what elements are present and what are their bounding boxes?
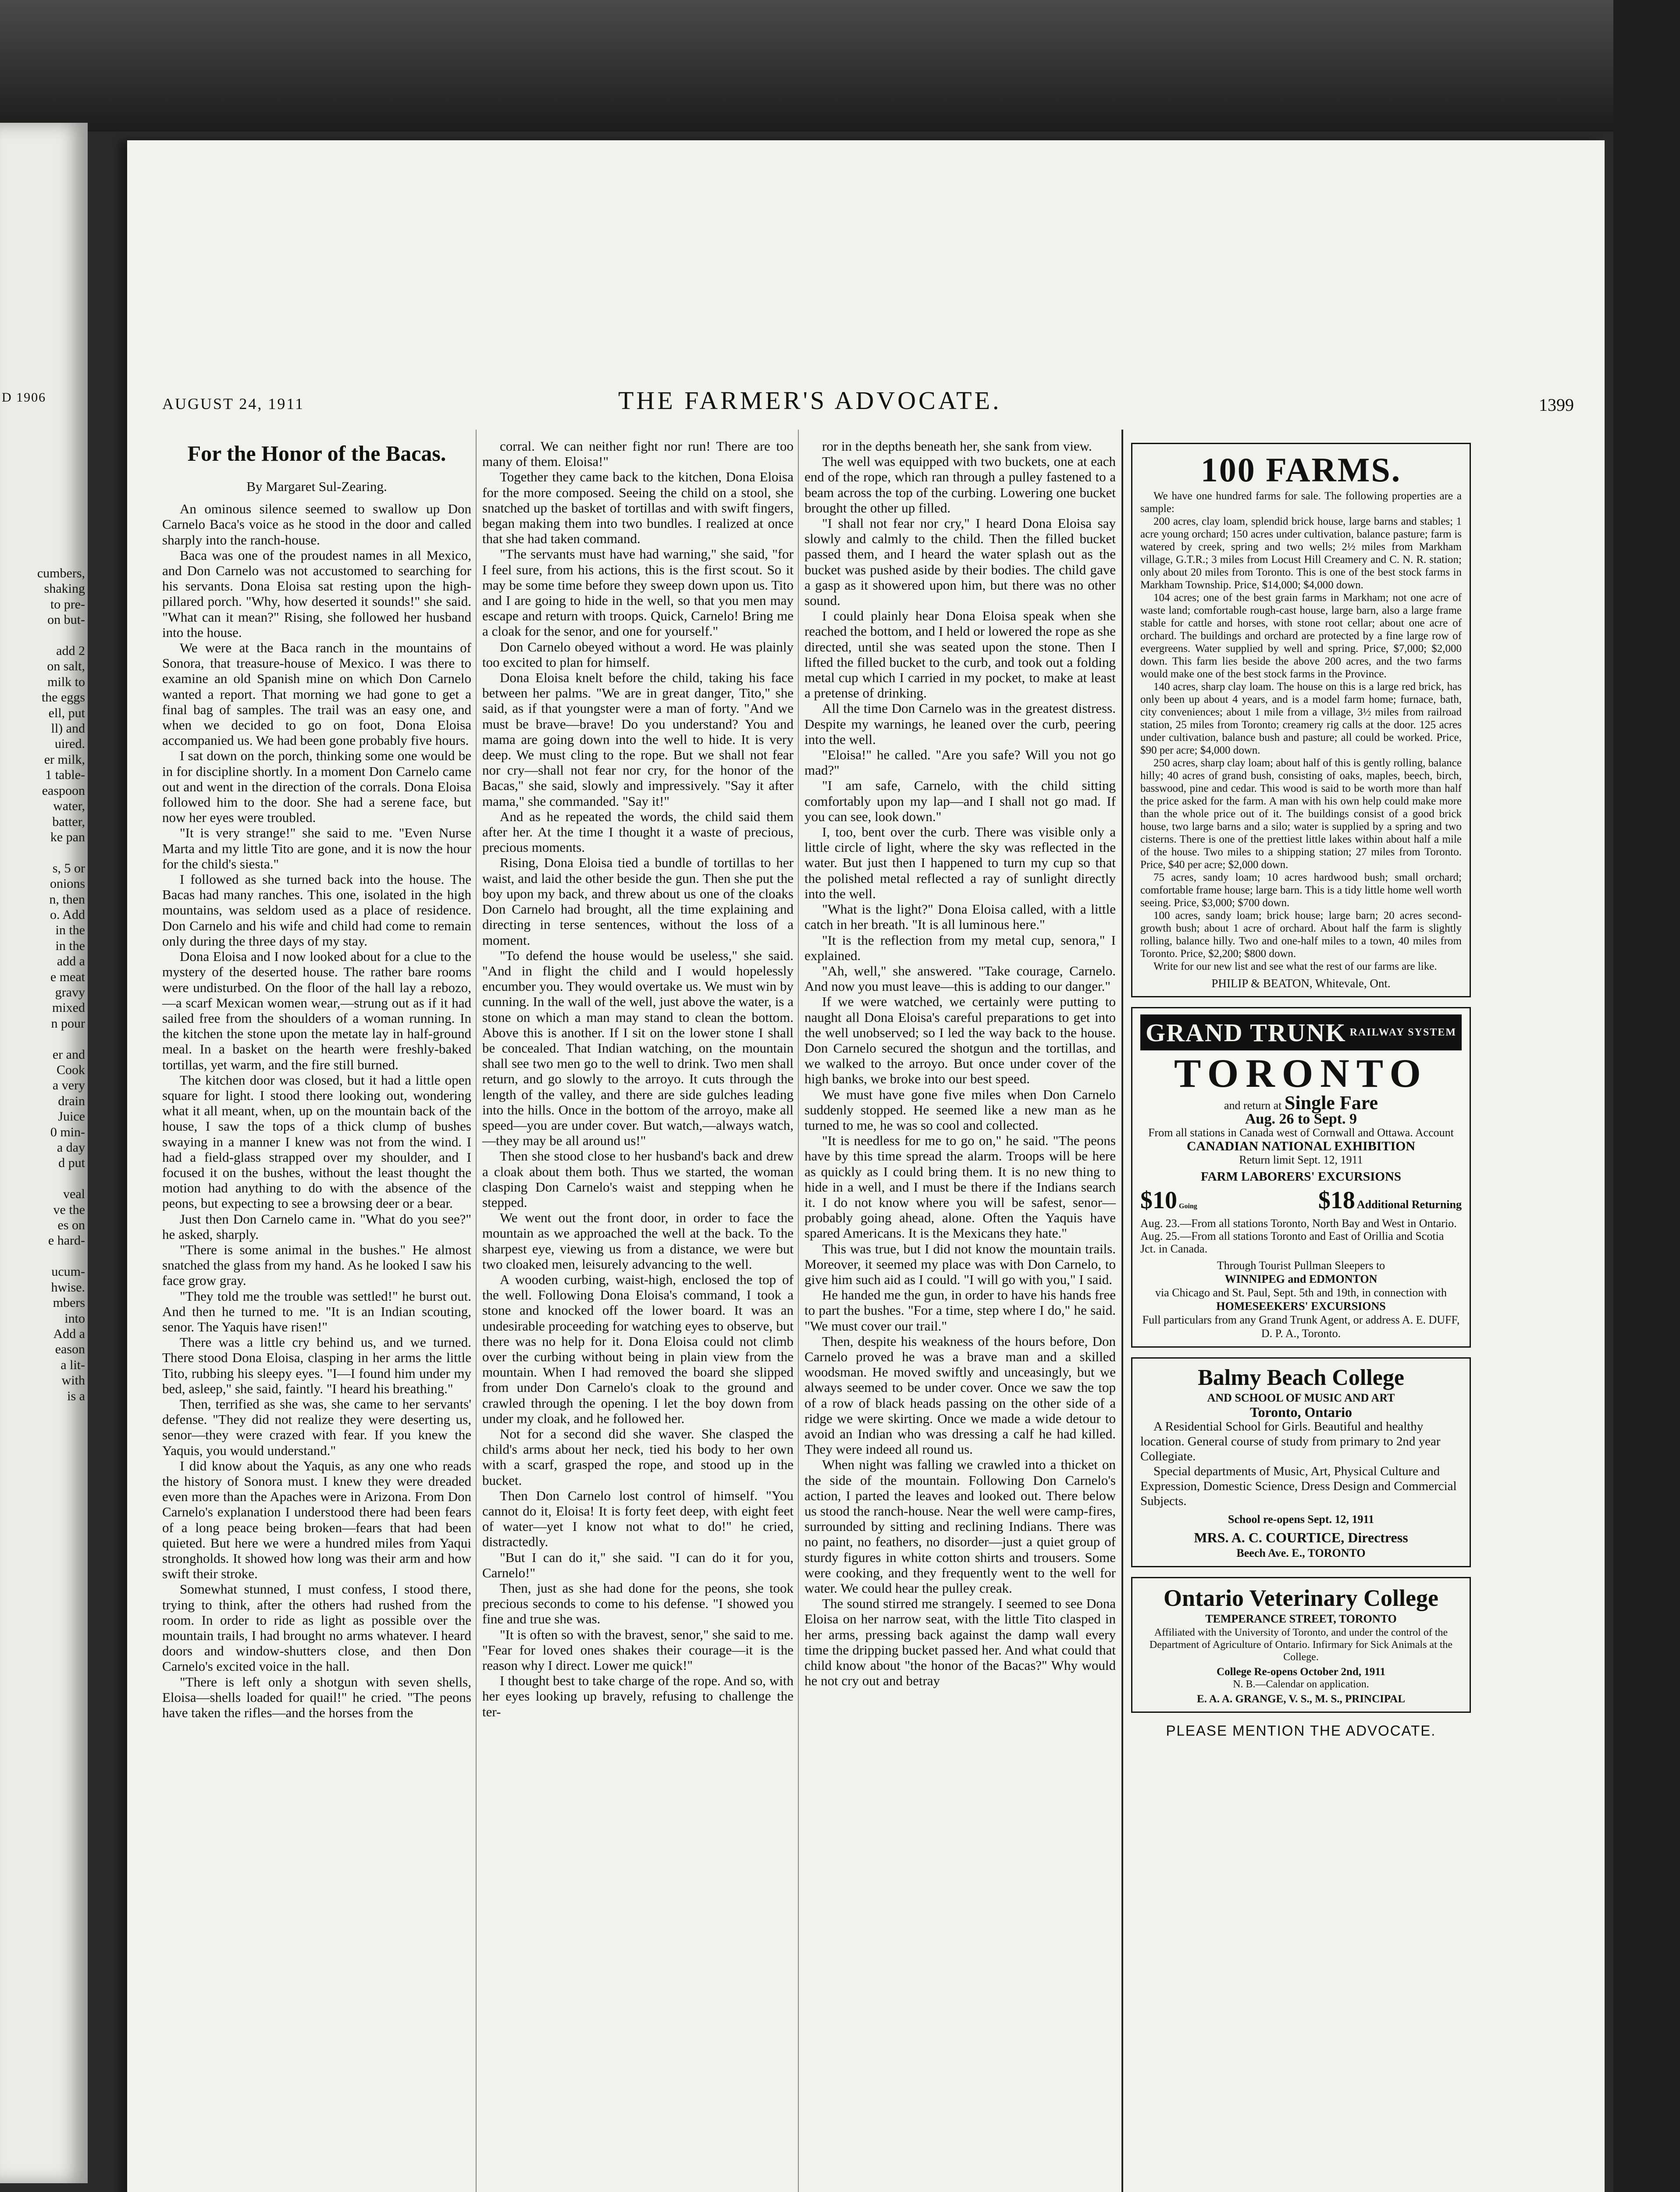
story-paragraph: Don Carnelo obeyed without a word. He was plainly too excited to plan for himself. xyxy=(482,639,794,670)
story-column-3 xyxy=(804,438,1116,1688)
ovc-street: TEMPERANCE STREET, TORONTO xyxy=(1205,1612,1397,1625)
story-paragraph: "But I can do it," she said. "I can do it for you, Carnelo!" xyxy=(482,1549,794,1580)
pullman-line: Through Tourist Pullman Sleepers to xyxy=(1217,1259,1385,1272)
left-page-fragment: ke pan xyxy=(50,829,85,844)
left-page-fragment: ll) and xyxy=(51,721,85,736)
excursion-prices xyxy=(1140,1186,1462,1214)
story-paragraph: Rising, Dona Eloisa tied a bundle of tortillas to her waist, and laid the other beside the gun. Then she put the boy upon my back, and threw about us one of the cloaks Don Carnelo had brought, all the time explaining and directing in terse sentences, without the loss of a moment. xyxy=(482,855,794,948)
aug25-line: Aug. 25.—From all stations Toronto and East of Orillia and Scotia Jct. in Canada. xyxy=(1140,1230,1444,1255)
story-paragraph: "Eloisa!" he called. "Are you safe? Will you not go mad?" xyxy=(804,747,1116,778)
destination-city: TORONTO xyxy=(1174,1051,1428,1096)
story-paragraph: Together they came back to the kitchen, Dona Eloisa for the more composed. Seeing the child on a stool, she snatched up the basket of tortillas and with swift fingers, began making them into two bundles. I realized at once that she had taken command. xyxy=(482,469,794,547)
masthead xyxy=(162,386,1574,425)
from-stations: From all stations in Canada west of Cornwall and Ottawa. Account xyxy=(1148,1126,1454,1139)
left-page-fragment: milk to xyxy=(47,674,85,689)
left-page-fragment: Cook xyxy=(56,1063,85,1077)
left-page-fragment: onions xyxy=(50,876,85,891)
farms-headline: 100 FARMS. xyxy=(1200,451,1402,489)
balmy-location: Toronto, Ontario xyxy=(1250,1404,1352,1420)
left-page-fragment: d put xyxy=(58,1156,85,1171)
grand-trunk-name: GRAND TRUNK xyxy=(1146,1018,1346,1047)
story-title: For the Honor of the Bacas. xyxy=(187,441,446,466)
left-page-fragment: cumbers, xyxy=(37,566,85,580)
left-page-fragment: a day xyxy=(57,1140,85,1155)
left-page-fragment: easpoon xyxy=(42,783,85,798)
balmy-departments: Special departments of Music, Art, Physical Culture and Expression, Domestic Science, Dress Design and Commercial Subjects. xyxy=(1140,1464,1457,1508)
story-paragraph: Then Don Carnelo lost control of himself. "You cannot do it, Eloisa! It is forty feet deep, with eight feet of water—yet I know not what to do!" he cried, distractedly. xyxy=(482,1487,794,1550)
particulars: Full particulars from any Grand Trunk Agent, or address A. E. DUFF, D. P. A., Toronto. xyxy=(1142,1313,1460,1340)
farms-signature: PHILIP & BEATON, Whitevale, Ont. xyxy=(1211,977,1391,990)
farms-paragraph: 140 acres, sharp clay loam. The house on this is a large red brick, has only been up about 4 years, and is a model farm home; furnace, bath, city conveniences; about 1 mile from a village, 3½ miles from railroad station, 25 miles from Toronto; creamery rig calls at the door. 125 acres under cultivation, balance bush and pasture; all could be worked. Price, $90 per acre; $4,000 down. xyxy=(1140,681,1462,756)
story-paragraph: "The servants must have had warning," she said, "for I feel sure, from his actions, this is the first scout. So it may be some time before they sweep down upon us. Tito and I are going to hide in the well, so that you men may escape and return with troops. Quick, Carnelo! Bring me a cloak for the senor, and one for yourself." xyxy=(482,546,794,639)
story-paragraph: corral. We can neither fight nor run! There are too many of them. Eloisa!" xyxy=(482,438,794,470)
story-paragraph: I could plainly hear Dona Eloisa speak when she reached the bottom, and I held or lowered the rope as she directed, until she was seated upon the stone. Then I lifted the filled bucket to the curb, and took out a folding metal cup which I carried in my pocket, to make at least a pretense of drinking. xyxy=(804,608,1116,701)
story-paragraph: Somewhat stunned, I must confess, I stood there, trying to think, after the others had rushed from the room. In order to ride as light as possible over the mountain trails, I had brought no arms whatever. I heard doors and window-shutters close, and then Don Carnelo's excited voice in the hall. xyxy=(162,1581,471,1674)
left-page-fragments xyxy=(2,566,85,1404)
left-page-fragment: uired. xyxy=(54,737,85,751)
left-page-fragment: eason xyxy=(55,1342,85,1357)
story-paragraph: Then she stood close to her husband's back and drew a cloak about them both. Thus we started, the woman clasping Don Carnelo's waist and stepping when he stepped. xyxy=(482,1148,794,1210)
left-page-fragment: hwise. xyxy=(51,1280,85,1295)
balmy-reopens: School re-opens Sept. 12, 1911 xyxy=(1228,1513,1374,1526)
left-page-fragment xyxy=(2,1031,85,1046)
left-page-edge xyxy=(0,123,88,2183)
left-page-fragment: es on xyxy=(57,1218,85,1233)
left-page-fragment: s, 5 or xyxy=(52,861,85,875)
left-page-fragment xyxy=(2,845,85,860)
publication-title: THE FARMER'S ADVOCATE. xyxy=(618,386,1002,415)
story-column-2 xyxy=(482,438,794,1719)
story-paragraph: Then, terrified as she was, she came to her servants' defense. "They did not realize they were deserting us, senor—they were crazed with fear. If you knew the Yaquis, you would understand." xyxy=(162,1396,471,1458)
additional-price: $18 xyxy=(1318,1187,1355,1214)
left-page-fragment: on but- xyxy=(47,612,85,627)
story-paragraph: I sat down on the porch, thinking some one would be in for discipline shortly. In a moment Don Carnelo came out and went in the direction of the corrals. Dona Eloisa followed him to the door. She had a serene face, but now her eyes were troubled. xyxy=(162,748,471,826)
fare-dates: Aug. 26 to Sept. 9 xyxy=(1245,1111,1357,1127)
left-page-fragment: to pre- xyxy=(50,597,85,612)
please-mention-notice: PLEASE MENTION THE ADVOCATE. xyxy=(1166,1722,1436,1739)
story-paragraph: Dona Eloisa knelt before the child, taking his face between her palms. "We are in great danger, Tito," she said, as if that youngster were a man of forty. "And we must be brave—brave! Do you understand? You and mama are going down into the well to hide. It is very deep. We must cling to the rope. But we shall not fear nor cry—shall not fear nor cry, for the honor of the Bacas," she said, slowly and impressively. "Say it after mama," she commanded. "Say it!" xyxy=(482,670,794,809)
left-page-fragment: mbers xyxy=(53,1295,85,1310)
story-paragraph: We were at the Baca ranch in the mountains of Sonora, that treasure-house of Mexico. I was there to examine an old Spanish mine on which Don Carnelo wanted a report. That morning we had gone to get a final bag of samples. The trail was an easy one, and when we decided to go on foot, Dona Eloisa accompanied us. We had been gone probably five hours. xyxy=(162,640,471,748)
story-column-1-body xyxy=(162,501,471,1720)
left-page-fragment: batter, xyxy=(52,814,85,829)
single-fare: Single Fare xyxy=(1284,1092,1378,1114)
aug23-line: Aug. 23.—From all stations Toronto, North Bay and West in Ontario. xyxy=(1140,1217,1457,1230)
story-column-1 xyxy=(162,438,471,1720)
left-page-fragment: is a xyxy=(67,1388,85,1403)
ovc-body: Affiliated with the University of Toronto, and under the control of the Department of Agriculture of Ontario. Infirmary for Sick Animals at the College. xyxy=(1149,1627,1453,1663)
left-page-fragment: drain xyxy=(58,1093,85,1108)
left-page-fragment: add a xyxy=(57,954,85,969)
story-paragraph: ror in the depths beneath her, she sank from view. xyxy=(822,438,1092,454)
story-paragraph: Then, despite his weakness of the hours before, Don Carnelo proved he was a brave man and a skilled woodsman. He moved swiftly and unceasingly, but we always seemed to be under cover. Once we saw the top of a row of black heads passing on the other side of a ridge we were skirting. Once we made a wide detour to avoid an Indian who was dressing a calf he had killed. They were indeed all round us. xyxy=(804,1333,1116,1457)
issue-date: AUGUST 24, 1911 xyxy=(162,395,305,413)
story-paragraph: "It is needless for me to go on," he said. "The peons have by this time spread the alarm. Troops will be here as quickly as I could bring them. It is no new thing to hide in a well, and I must be there if the Indians search it. I do not know where you will be safest, senor—probably going ahead, alone. Often the Yaquis have spared Americans. It is the Mexicans they hate." xyxy=(804,1133,1116,1241)
story-paragraph: I did know about the Yaquis, as any one who reads the history of Sonora must. I knew they were dreaded even more than the Apaches were in Arizona. From Don Carnelo's explanation I understood there had been fears of a long peace being broken—fears that had been quieted. But here we were a hundred miles from Yaqui strongholds. It showed how long was their arm and how swift their stroke. xyxy=(162,1458,471,1582)
left-page-fragment: n, then xyxy=(49,892,85,907)
story-paragraph: "To defend the house would be useless," she said. "And in flight the child and I would hopelessly encumber you. They would overtake us. We must win by cunning. In the wall of the well, just above the water, is a stone on which a man may stand to clean the bottom. Above this is another. If I sit on the lower stone I shall be concealed. That Indian watching, on the mountain shall see two men go to the well to drink. Two men shall return, and go slowly to the arroyo. It cuts through the length of the valley, and there are side gulches leading into the hills. Once in the bottom of the arroyo, make all speed—you are under cover. But watch,—always watch,—they may be all around us!" xyxy=(482,947,794,1149)
farms-body xyxy=(1140,490,1462,973)
story-paragraph: There was a little cry behind us, and we turned. There stood Dona Eloisa, clasping in her arms the little Tito, rubbing his sleepy eyes. "I—I found him under my bed, asleep," she said, faintly. "I heard his breathing." xyxy=(162,1334,471,1396)
left-page-fragment: a very xyxy=(52,1078,85,1093)
story-paragraph: If we were watched, we certainly were putting to naught all Dona Eloisa's careful preparations to get into the well unobserved; so I led the way back to the house. Don Carnelo secured the shotgun and the tortillas, and we walked to the arroyo. But once under cover of the high banks, we broke into our best speed. xyxy=(804,994,1116,1087)
grand-trunk-system: RAILWAY SYSTEM xyxy=(1349,1027,1456,1038)
destinations: WINNIPEG and EDMONTON xyxy=(1224,1273,1377,1285)
story-paragraph: This was true, but I did not know the mountain trails. Moreover, it seemed my place was with Don Carnelo, to give him such aid as I could. "I will go with you," I said. xyxy=(804,1241,1116,1287)
left-page-fragment: a lit- xyxy=(61,1357,85,1372)
farms-paragraph: 104 acres; one of the best grain farms in Markham; not one acre of waste land; comfortable rough-cast house, large barn, also a large frame stable for cattle and horses, with stone root cellar; about one acre of orchard. The buildings and orchard are protected by a fine large row of evergreens. Water supplied by well and spring. Price, $7,000; $2,000 down. This farm lies beside the above 200 acres, and the two farms would make one of the best stock farms in the Province. xyxy=(1140,592,1462,680)
story-paragraph: And as he repeated the words, the child said them after her. At the time I thought it a waste of precious, precious moments. xyxy=(482,808,794,855)
left-page-fragment: ve the xyxy=(53,1202,85,1217)
ovc-calendar: N. B.—Calendar on application. xyxy=(1233,1679,1369,1690)
left-page-fragment: veal xyxy=(63,1187,85,1202)
story-paragraph: We must have gone five miles when Don Carnelo suddenly stopped. He seemed like a new man as he turned to me, he was so cool and collected. xyxy=(804,1086,1116,1133)
column-rule xyxy=(476,430,477,2192)
story-paragraph: Dona Eloisa and I now looked about for a clue to the mystery of the deserted house. The rather bare rooms were undisturbed. On the floor of the hall lay a rebozo,—a scarf Mexican women wear,—strung out as if it had sailed free from the shoulders of a woman running. In the kitchen the stone upon the metate lay in half-ground meal. In a basket on the hearth were freshly-baked tortillas, yet warm, and the fire still burned. xyxy=(162,949,471,1072)
farms-paragraph: 75 acres, sandy loam; 10 acres hardwood bush; small orchard; comfortable frame house; large barn. This is a tidy little home well worth seeing. Price, $3,000; $700 down. xyxy=(1140,872,1462,909)
story-paragraph: I followed as she turned back into the house. The Bacas had many ranches. This one, isolated in the high mountains, was seldom used as a place of residence. Don Carnelo and his wife and child had come to remain only during the three days of my stay. xyxy=(162,872,471,949)
ovc-principal: E. A. A. GRANGE, V. S., M. S., PRINCIPAL xyxy=(1196,1693,1406,1705)
story-paragraph: "Ah, well," she answered. "Take courage, Carnelo. And now you must leave—this is adding to our danger." xyxy=(804,963,1116,994)
scan-frame-top xyxy=(0,0,1680,132)
story-paragraph: I thought best to take charge of the rope. And so, with her eyes looking up bravely, refusing to challenge the ter- xyxy=(482,1673,794,1719)
column-rule xyxy=(798,430,799,2192)
scan-frame-right xyxy=(1613,0,1680,2192)
and-return: and return at xyxy=(1224,1099,1282,1112)
left-page-fragment: o. Add xyxy=(50,907,85,922)
left-page-fragment xyxy=(2,628,85,643)
left-page-fragment: in the xyxy=(55,938,85,953)
left-page-fragment: into xyxy=(64,1311,85,1326)
excursions-title: FARM LABORERS' EXCURSIONS xyxy=(1200,1170,1402,1184)
story-paragraph: Not for a second did she waver. She clasped the child's arms about her neck, tied his body to her own with a scarf, grasped the rope, and stood up in the bucket. xyxy=(482,1426,794,1488)
balmy-address: Beech Ave. E., TORONTO xyxy=(1236,1547,1366,1559)
left-page-fragment: 1 table- xyxy=(45,768,85,783)
story-paragraph: When night was falling we crawled into a thicket on the side of the mountain. Following Don Carnelo's action, I parted the leaves and looked out. There below us stood the ranch-house. Near the well were camp-fires, surrounded by sitting and reclining Indians. There was no paint, no feathers, no disorder—just a quiet group of sturdy figures in white cotton shirts and trousers. Some were cooking, and they frequently went to the well for water. We could hear the pulley creak. xyxy=(804,1457,1116,1596)
story-paragraph: "It is the reflection from my metal cup, senora," I explained. xyxy=(804,932,1116,963)
return-limit: Return limit Sept. 12, 1911 xyxy=(1239,1153,1363,1166)
ovc-reopens: College Re-opens October 2nd, 1911 xyxy=(1217,1666,1385,1678)
left-page-fragment: Juice xyxy=(58,1109,85,1124)
left-page-fragment xyxy=(2,1171,85,1186)
grand-trunk-advertisement xyxy=(1131,1007,1471,1348)
balmy-title: Balmy Beach College xyxy=(1198,1365,1404,1390)
ovc-title: Ontario Veterinary College xyxy=(1164,1585,1438,1611)
story-column-2-body xyxy=(482,438,794,1719)
farms-paragraph: Write for our new list and see what the rest of our farms are like. xyxy=(1153,961,1437,972)
left-page-fragment: n pour xyxy=(51,1016,85,1031)
page-number: 1399 xyxy=(1539,395,1574,415)
left-page-fragment xyxy=(2,1249,85,1264)
story-paragraph: An ominous silence seemed to swallow up Don Carnelo Baca's voice as he stood in the door and called sharply into the ranch-house. xyxy=(162,501,471,548)
farms-paragraph: We have one hundred farms for sale. The following properties are a sample: xyxy=(1140,490,1462,515)
left-page-header: D 1906 xyxy=(2,390,46,405)
balmy-directress: MRS. A. C. COURTICE, Directress xyxy=(1194,1530,1408,1545)
farms-paragraph: 100 acres, sandy loam; brick house; large barn; 20 acres second-growth bush; about 1 acre of orchard. About half the farm is slightly rolling, balance hilly. Two and one-half miles to a town, 40 miles from Toronto. Price, $2,200; $800 down. xyxy=(1140,910,1462,960)
balmy-beach-advertisement xyxy=(1131,1357,1471,1567)
left-page-fragment: in the xyxy=(55,923,85,938)
grand-trunk-banner xyxy=(1140,1014,1462,1050)
farms-paragraph: 200 acres, clay loam, splendid brick house, large barns and stables; 1 acre young orchard; 150 acres under cultivation, balance pasture; farm is watered by creek, spring and two wells; 2½ miles from Markham village, G.T.R.; 3 miles from Locust Hill Creamery and C. N. R. station; only about 20 miles from Toronto. This is one of the best stock farms in Markham Township. Price, $14,000; $4,000 down. xyxy=(1140,516,1462,591)
farms-advertisement xyxy=(1131,443,1471,997)
veterinary-college-advertisement xyxy=(1131,1577,1471,1713)
balmy-description: A Residential School for Girls. Beautiful and healthy location. General course of study from primary to 2nd year Collegiate. xyxy=(1140,1420,1441,1463)
left-page-fragment: Add a xyxy=(53,1326,85,1341)
story-paragraph: "It is very strange!" she said to me. "Even Nurse Marta and my little Tito are gone, and it is now the hour for the child's siesta." xyxy=(162,825,471,872)
homeseekers: HOMESEEKERS' EXCURSIONS xyxy=(1216,1300,1386,1313)
story-paragraph: He handed me the gun, in order to have his hands free to part the bushes. "For a time, step where I do," he said. "We must cover our trail." xyxy=(804,1287,1116,1334)
story-paragraph: "There is left only a shotgun with seven shells, Eloisa—shells loaded for quail!" he cried. "The peons have taken the rifles—and the horses from the xyxy=(162,1674,471,1721)
left-page-fragment: mixed xyxy=(52,1000,85,1015)
story-paragraph: "They told me the trouble was settled!" he burst out. And then he turned to me. "It is an Indian scouting, senor. The Yaquis have risen!" xyxy=(162,1288,471,1334)
story-paragraph: A wooden curbing, waist-high, enclosed the top of the well. Following Dona Eloisa's command, I took a stone and knocked off the lower board. It was an undesirable proceeding for watching eyes to observe, but there was no help for it. Dona Eloisa could not climb over the curbing without being in plain view from the mountain. When I had removed the board she slipped from under Don Carnelo's cloak to the ground and crawled through the opening. I let the boy down from under my cloak, and he followed her. xyxy=(482,1271,794,1426)
left-page-fragment: 0 min- xyxy=(50,1124,85,1139)
story-paragraph: We went out the front door, in order to face the mountain as we approached the well at the back. To the sharpest eye, viewing us from a distance, we were but two cloaked men, leisurely advancing to the well. xyxy=(482,1210,794,1272)
story-paragraph: "It is often so with the bravest, senor," she said to me. "Fear for loved ones shakes their courage—it is the reason why I direct. Lower me quick!" xyxy=(482,1626,794,1673)
balmy-subtitle: AND SCHOOL OF MUSIC AND ART xyxy=(1207,1391,1395,1404)
left-page-fragment: the eggs xyxy=(41,690,85,705)
additional-label: Additional Returning xyxy=(1356,1198,1462,1211)
going-label: Going xyxy=(1179,1203,1197,1210)
story-paragraph: "I shall not fear nor cry," I heard Dona Eloisa say slowly and calmly to the child. Then the filled bucket passed them, and I heard the water splash out as the bucket was pushed aside by their bodies. The child gave a gasp as it showered upon him, but there was no other sound. xyxy=(804,516,1116,608)
story-paragraph: Then, just as she had done for the peons, she took precious seconds to come to his defense. "I showed you fine and true she was. xyxy=(482,1580,794,1627)
left-page-fragment: e meat xyxy=(50,969,85,984)
story-paragraph: Baca was one of the proudest names in all Mexico, and Don Carnelo was not accustomed to searching for his servants. Dona Eloisa sat resting upon the high-pillared porch. "Why, how deserted it sounds!" she said. "What can it mean?" Rising, she followed her husband into the house. xyxy=(162,547,471,640)
left-page-fragment: er and xyxy=(52,1047,85,1062)
left-page-fragment: water, xyxy=(53,799,85,814)
story-paragraph: "What is the light?" Dona Eloisa called, with a little catch in her breath. "It is all luminous here." xyxy=(804,901,1116,932)
newspaper-page xyxy=(127,140,1605,2192)
left-page-fragment: ucum- xyxy=(51,1264,85,1279)
left-page-fragment: er milk, xyxy=(44,752,85,767)
going-price: $10 xyxy=(1140,1187,1177,1214)
story-byline: By Margaret Sul-Zearing. xyxy=(246,479,387,494)
left-page-fragment: e hard- xyxy=(48,1233,85,1248)
story-paragraph: Just then Don Carnelo came in. "What do you see?" he asked, sharply. xyxy=(162,1211,471,1242)
advertisement-column xyxy=(1131,443,1471,1739)
story-paragraph: "There is some animal in the bushes." He almost snatched the glass from my hand. As he looked I saw his face grow gray. xyxy=(162,1242,471,1288)
via-line: via Chicago and St. Paul, Sept. 5th and 19th, in connection with xyxy=(1155,1286,1447,1299)
left-page-fragment: with xyxy=(61,1373,85,1388)
left-page-fragment: gravy xyxy=(55,985,85,1000)
left-page-fragment: ell, put xyxy=(48,705,85,720)
farms-paragraph: 250 acres, sharp clay loam; about half of this is gently rolling, balance hilly; 40 acres of grand bush, consisting of oaks, maples, beech, birch, basswood, pine and cedar. This wood is said to be worth more than half the price asked for the farm. A man with his own help could make more than the whole price out of it. The buildings consist of a good brick house, two large barns and a silo; water is supplied by a spring and two cisterns. There is one of the prettiest little lakes within about half a mile of the house. Two miles to a shipping station; 27 miles from Toronto. Price, $40 per acre; $2,000 down. xyxy=(1140,757,1462,871)
left-page-fragment: on salt, xyxy=(47,659,85,674)
story-column-3-body xyxy=(804,438,1116,1688)
story-paragraph: The kitchen door was closed, but it had a little open square for light. I stood there looking out, wondering what it all meant, when, up on the mountain back of the house, I saw the tops of a thick clump of bushes swaying in a manner I knew was not from the wind. I had a field-glass strapped over my shoulder, and I focused it on the bushes, without the least thought the motion had anything to do with the absence of the peons, but expecting to see a browsing deer or a bear. xyxy=(162,1072,471,1211)
story-paragraph: The sound stirred me strangely. I seemed to see Dona Eloisa on her narrow seat, with the little Tito clasped in her arms, pressing back against the damp wall every time the dripping bucket passed her. And what could that child know about "the honor of the Bacas?" Why would he not cry out and betray xyxy=(804,1596,1116,1689)
left-page-fragment: add 2 xyxy=(56,644,85,658)
advert-column-rule xyxy=(1121,430,1123,2192)
story-paragraph: "I am safe, Carnelo, with the child sitting comfortably upon my lap—and I shall not go mad. If you can see, look down." xyxy=(804,778,1116,824)
story-paragraph: All the time Don Carnelo was in the greatest distress. Despite my warnings, he leaned over the curb, peering into the well. xyxy=(804,701,1116,747)
left-page-fragment: shaking xyxy=(44,581,85,596)
story-paragraph: The well was equipped with two buckets, one at each end of the rope, which ran through a pulley fastened to a beam across the top of the curbing. Lowering one bucket brought the other up filled. xyxy=(804,454,1116,516)
story-paragraph: I, too, bent over the curb. There was visible only a little circle of light, where the sky was reflected in the water. But just then I happened to turn my cup so that the polished metal reflected a ray of sunlight directly into the well. xyxy=(804,824,1116,901)
exhibition-name: CANADIAN NATIONAL EXHIBITION xyxy=(1186,1139,1416,1153)
